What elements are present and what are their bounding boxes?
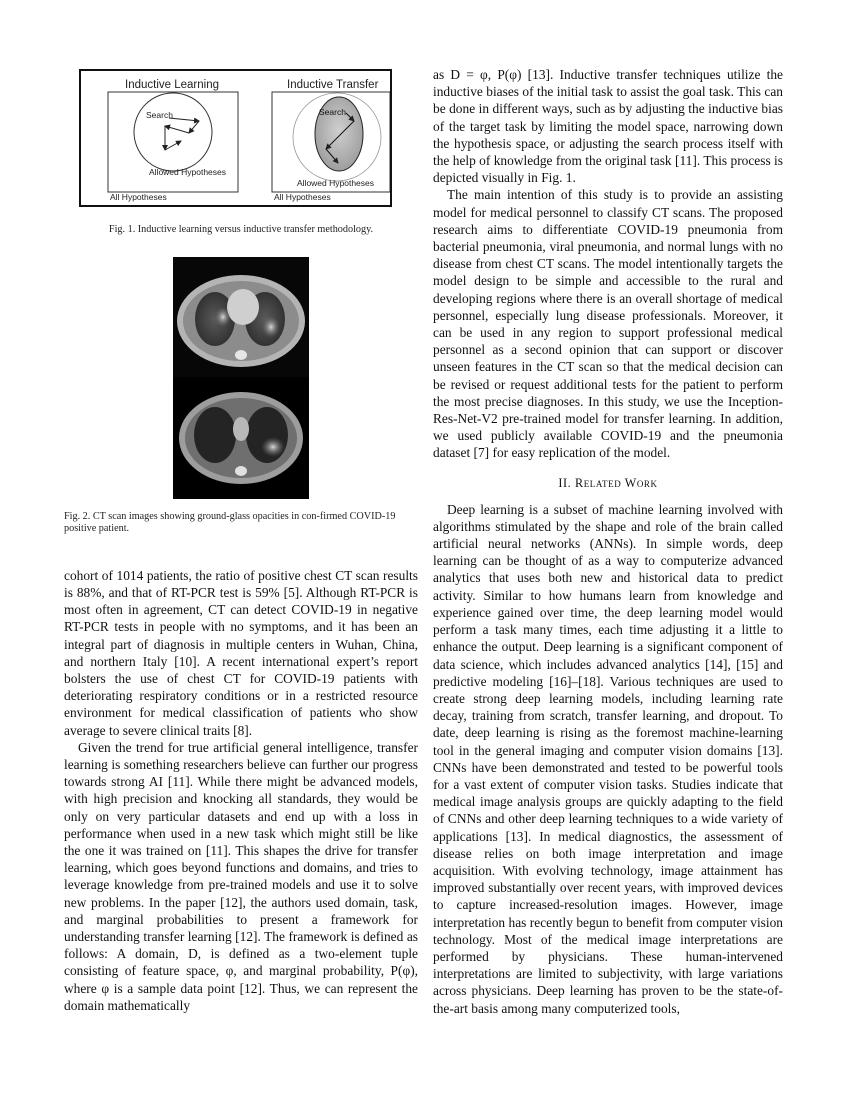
section-heading	[433, 476, 783, 491]
section-title: Related Work	[574, 475, 658, 490]
allowed-label-left: Allowed Hypotheses	[149, 167, 227, 177]
all-label-left: All Hypotheses	[110, 192, 167, 202]
figure-1-diagram	[81, 71, 390, 205]
panel-title-left: Inductive Learning	[125, 79, 219, 91]
all-label-right: All Hypotheses	[274, 192, 331, 202]
search-label-right: Search	[319, 107, 346, 117]
ct-bottom-lung-left	[194, 407, 236, 463]
figure-2	[173, 257, 309, 499]
ct-scan-images	[173, 257, 309, 499]
hypothesis-space-left	[134, 93, 212, 171]
panel-title-right: Inductive Transfer	[287, 79, 379, 91]
search-path-left	[165, 118, 199, 150]
paragraph: as D = φ, P(φ) [13]. Inductive transfer techniques utilize the inductive biases of the initial task to assist the goal task. This can be done in different ways, such as by adjusting the inductive bias of the target task by limiting the model space, narrowing down the hypothesis space, or adjusting the search process itself with the help of knowledge from the original task [11]. This process is depicted visually in Fig. 1.	[433, 67, 783, 186]
allowed-label-right: Allowed Hypotheses	[297, 178, 375, 188]
figure-1-caption: Fig. 1. Inductive learning versus inductive transfer methodology.	[108, 224, 374, 235]
ground-glass-opacity	[261, 437, 285, 457]
search-label-left: Search	[146, 110, 173, 120]
all-hypotheses-box-left	[108, 92, 238, 192]
figure-1	[79, 69, 392, 207]
paragraph: The main intention of this study is to provide an assisting model for medical personnel to classify CT scans. The proposed research aims to differentiate COVID-19 pneumonia from bacterial pneumonia, viral pneumonia, and normal lungs with no disease from chest CT scans. The model intentionally targets the model design to be simple and accessible to the rural and developing regions where there is an overall shortage of medical personnel, especially lung disease professionals. Moreover, it can be used in any region to support professional medical personnel as a second opinion that can support or discover unseen features in the CT scan so that the medical decision can be revised or request additional tests for the patient to perform the most precise diagnoses. In this study, we use the Inception-Res-Net-V2 pre-trained model for transfer learning. In addition, we used publicly available COVID-19 and the pneumonia dataset [7] for easy replication of the model.	[433, 187, 783, 461]
paragraph: Given the trend for true artificial general intelligence, transfer learning is something researchers believe can further our progress towards strong AI [11]. While there might be advanced models, with high precision and knocking all standards, they would be only on very particular datasets and end up with a loss in performance when used in a new task which might still be like the one it was trained on [11]. This shapes the drive for transfer learning, which goes beyond functions and domains, and tries to leverage knowledge from pre-trained models and use it to solve new problems. In the paper [12], the authors used domain, task, and marginal probabilities to present a framework for understanding transfer learning [12]. The framework is defined as follows: A domain, D, is defined as a two-element tuple consisting of feature space, φ, and marginal probability, P(φ), where φ is a sample data point [12]. Thus, we can represent the domain mathematically	[64, 739, 418, 1013]
paragraph: cohort of 1014 patients, the ratio of positive chest CT scan results is 88%, and that of RT-PCR test is 59% [5]. Although RT-PCR is most often in agreement, CT can detect COVID-19 in negative RT-PCR tests in people with no symptoms, and it has been an integral part of diagnosis in multiple centers in Wuhan, China, and northern Italy [10]. A recent international expert’s report bolsters the use of chest CT for COVID-19 patients with deteriorating respiratory conditions or in a restricted resource environment for medical classification of patients who show average to severe clinical traits [8].	[64, 567, 418, 738]
right-column	[433, 66, 783, 1017]
left-body-text	[64, 567, 418, 1014]
left-column	[64, 66, 418, 1014]
figure-2-caption: Fig. 2. CT scan images showing ground-glass opacities in con-firmed COVID-19 positive patient.	[64, 510, 396, 535]
section-number: II.	[558, 475, 572, 490]
paragraph: Deep learning is a subset of machine learning involved with algorithms stimulated by the shape and role of the brain called artificial neural networks (ANNs). In simple words, deep learning can be thought of as a way to computerize advanced analytics that uses both new and historical data to predict activity. Similar to how humans learn from knowledge and experience gained over time, the deep learning model would perform a task many times, each time adjusting it a little to enhance the output. Deep learning is a significant component of data science, which includes advanced analytics [14], [15] and predictive modeling [16]–[18]. Various techniques are used to create strong deep learning models, including learning rate decay, training from scratch, transfer learning, and dropout. To date, deep learning is rising as the foremost machine-learning tool in the general imaging and computer vision domains [13]. CNNs have been demonstrated and tested to be powerful tools for a vast extent of computer vision tasks. Studies indicate that medical image analysis groups are quickly adapting to the field of CNNs and other deep learning techniques to a wide variety of applications [13]. In medical diagnostics, the assessment of disease relies on both image interpretation and image acquisition. With evolving technology, image attainment has improved substantially over recent years, with improved devices to capture increased-resolution images. However, image interpretation has recently begun to benefit from computer vision technology. Most of the medical image interpretations are performed by physicians. These human-intervened interpretations are limited to subjectivity, with large variations across physicians. Deep learning has proven to be the state-of-the-art basis among many computerized tools,	[433, 501, 783, 1016]
